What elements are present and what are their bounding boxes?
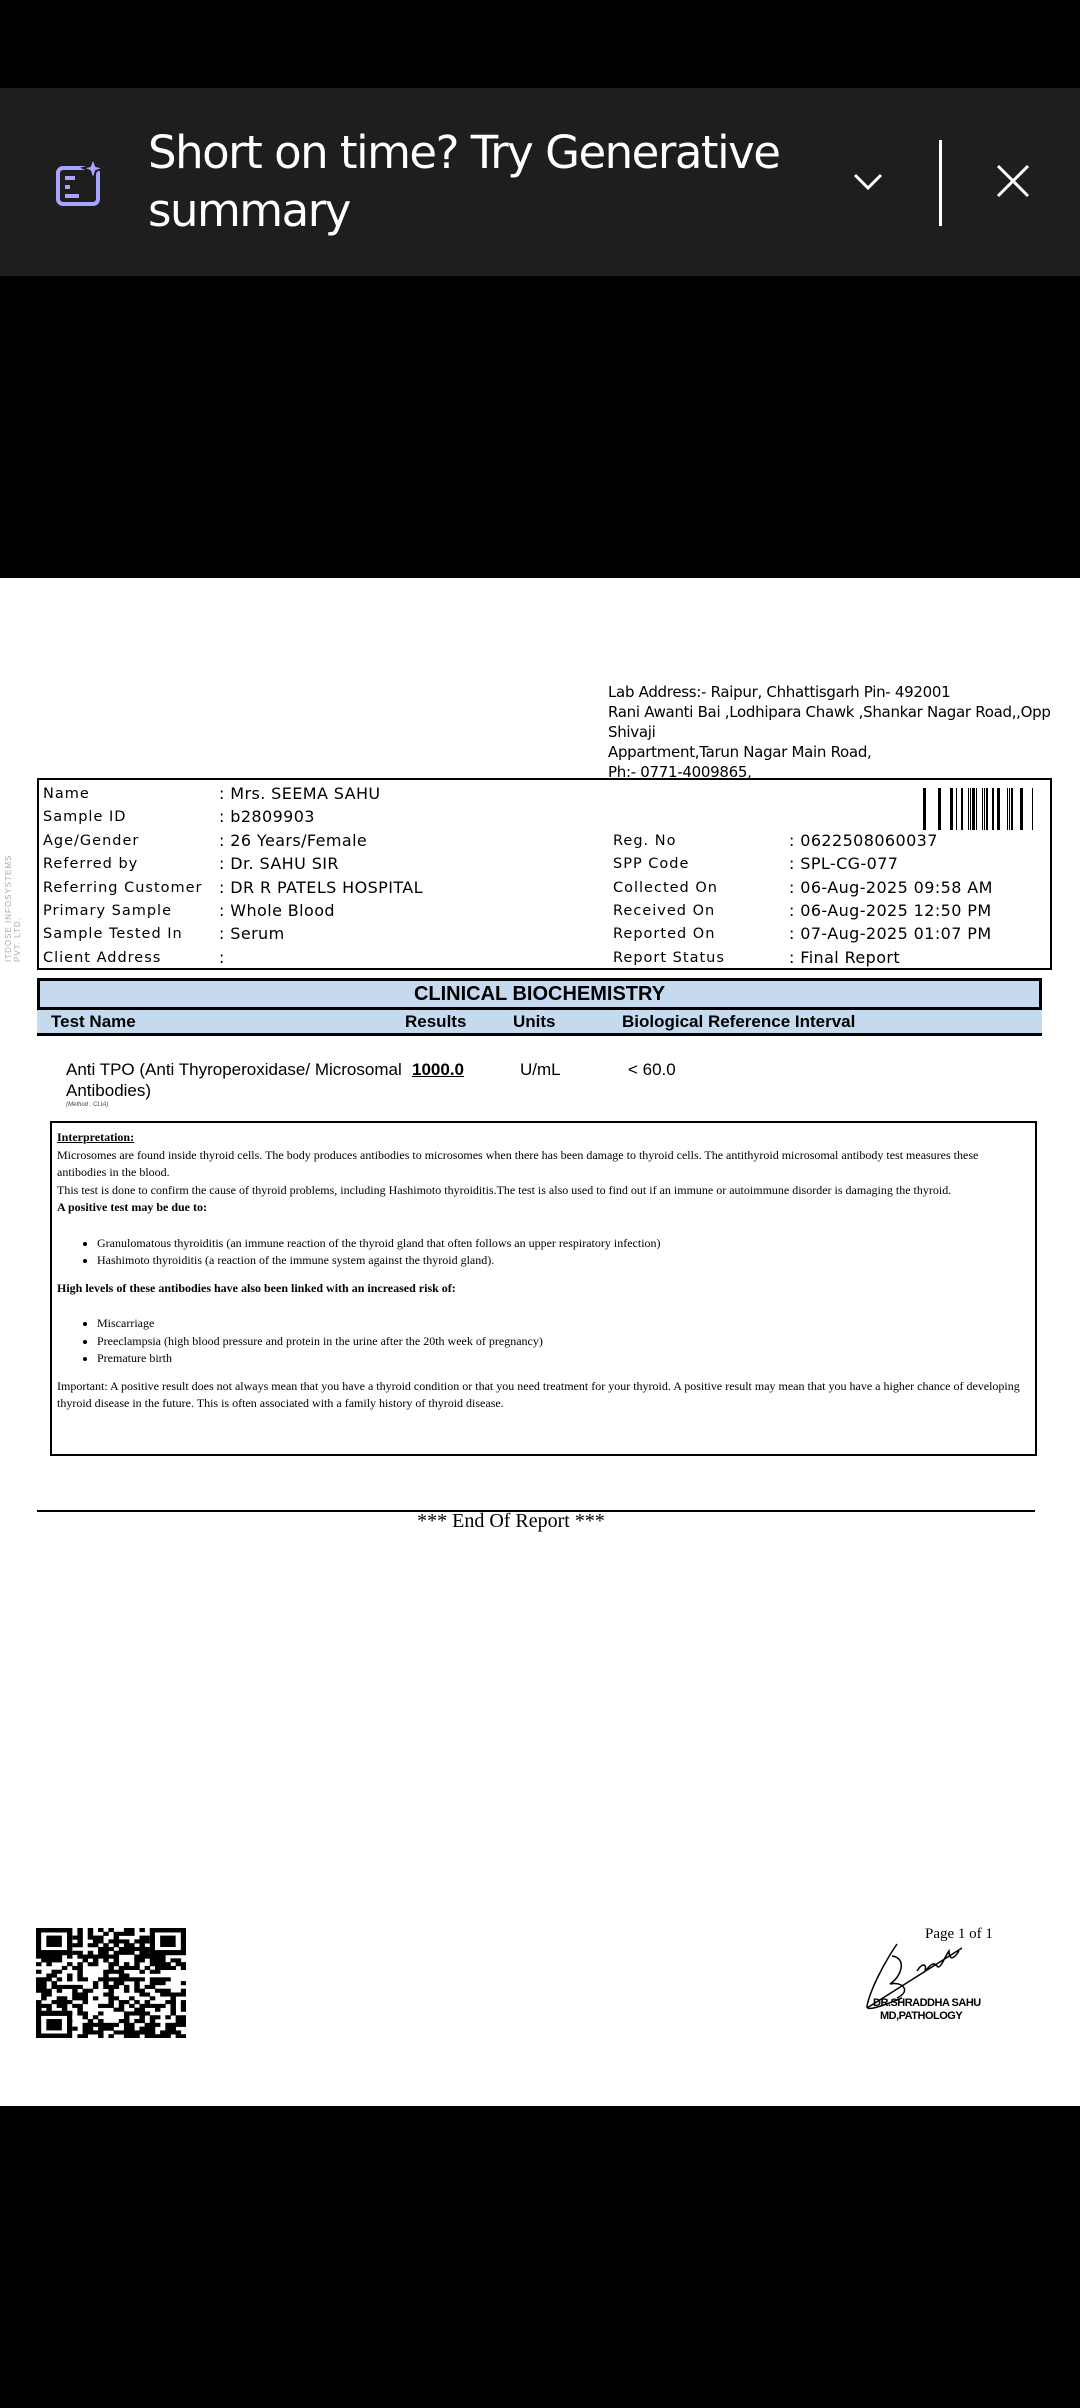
close-icon[interactable] [995, 163, 1031, 199]
section-title: CLINICAL BIOCHEMISTRY [37, 978, 1042, 1010]
table-header [37, 1010, 1042, 1036]
field-value: : Mrs. SEEMA SAHU [219, 784, 381, 803]
field-value: : Whole Blood [219, 901, 335, 920]
test-name-cont: Antibodies) [66, 1081, 152, 1100]
field-label: Collected On [613, 879, 718, 896]
divider [939, 140, 942, 226]
field-label: Name [43, 786, 90, 802]
field-value: : Serum [219, 924, 285, 944]
generative-summary-icon [55, 158, 105, 208]
barcode [923, 788, 1047, 830]
list-item: • Hashimoto thyroiditis (a reaction of the immune system against the thyroid gland). [97, 1252, 1030, 1270]
lab-address [608, 682, 1080, 782]
col-reference: Biological Reference Interval [622, 1012, 856, 1031]
field-label: Sample Tested In [43, 926, 183, 943]
interp-h2: High levels of these antibodies have also been linked with an increased risk of: [57, 1280, 456, 1295]
interpretation-box [50, 1121, 1037, 1456]
interp-title: Interpretation: [57, 1130, 135, 1144]
field-label: Client Address [43, 949, 162, 966]
doctor-degree: MD,PATHOLOGY [880, 2010, 963, 2022]
field-value: : 07-Aug-2025 01:07 PM [789, 924, 992, 944]
list-item: • Miscarriage [97, 1315, 1030, 1333]
field-value: : b2809903 [219, 807, 315, 827]
field-label: Primary Sample [43, 903, 173, 919]
interp-h1: A positive test may be due to: [57, 1200, 207, 1214]
page-number: Page 1 of 1 [925, 1926, 993, 1942]
banner-title: Short on time? Try Generative summary [148, 126, 780, 237]
field-value: : 26 Years/Female [219, 830, 368, 850]
lab-line: Lab Address:- Raipur, Chhattisgarh Pin- 492001 [608, 683, 951, 701]
col-test-name: Test Name [51, 1012, 136, 1031]
table-row [0, 1058, 1080, 1118]
watermark: ITDOSE INFOSYSTEMS PVT. LTD. [4, 854, 22, 962]
field-label: Sample ID [43, 809, 127, 826]
patient-info-box [37, 778, 1052, 970]
field-label: Reported On [613, 926, 716, 943]
list-item: • Granulomatous thyroiditis (an immune reaction of the thyroid gland that often follows an upper respiratory infection) [97, 1235, 1030, 1253]
test-result: 1000.0 [412, 1060, 464, 1079]
field-value: : 06-Aug-2025 12:50 PM [789, 901, 992, 920]
lab-line: Ph:- 0771-4009865, [608, 763, 752, 781]
field-label: Reg. No [613, 832, 677, 849]
report-page [0, 578, 1080, 2106]
field-label: Report Status [613, 949, 725, 966]
test-method: (Method : CLIA) [66, 1102, 109, 1108]
col-results: Results [405, 1012, 467, 1031]
interp-p1: Microsomes are found inside thyroid cells. The body produces antibodies to microsomes when there has been damage to thyroid cells. The antithyroid microsomal antibody test measures these antibodies in the blood. [57, 1147, 979, 1179]
col-units: Units [513, 1012, 556, 1031]
list-item: • Premature birth [97, 1350, 1030, 1368]
field-value: : Dr. SAHU SIR [219, 854, 339, 874]
interp-p3: Important: A positive result does not always mean that you have a thyroid condition or that you need treatment for your thyroid. A positive result may mean that you have a higher chance of developing thyroid disease in the future. This is often associated with a family history of thyroid disease. [57, 1378, 1020, 1410]
doctor-name: DR.SHRADDHA SAHU [873, 1997, 981, 2009]
field-label: Referred by [43, 856, 139, 873]
test-reference: < 60.0 [628, 1060, 676, 1079]
lab-line: Appartment,Tarun Nagar Main Road, [608, 743, 872, 761]
list-item: • Preeclampsia (high blood pressure and protein in the urine after the 20th week of pregnancy) [97, 1333, 1030, 1351]
field-value: : 0622508060037 [789, 830, 938, 850]
lab-line: Rani Awanti Bai ,Lodhipara Chawk ,Shankar Nagar Road,,Opp Shivaji [608, 703, 1051, 741]
test-units: U/mL [520, 1060, 561, 1079]
qr-code [36, 1928, 186, 2038]
field-value: : SPL-CG-077 [789, 854, 899, 874]
interp-p2: This test is done to confirm the cause of thyroid problems, including Hashimoto thyroiditis.The test is also used to find out if an immune or autoimmune disorder is damaging the thyroid. [57, 1182, 952, 1197]
field-label: Received On [613, 903, 716, 919]
field-label: SPP Code [613, 856, 690, 873]
generative-summary-banner[interactable] [0, 88, 1080, 276]
field-label: Referring Customer [43, 879, 203, 896]
field-value: : [219, 947, 225, 967]
field-label: Age/Gender [43, 832, 140, 849]
end-of-report: *** End Of Report *** [417, 1510, 605, 1532]
test-name: Anti TPO (Anti Thyroperoxidase/ Microsomal [66, 1060, 402, 1079]
field-value: : 06-Aug-2025 09:58 AM [789, 877, 993, 897]
field-value: : DR R PATELS HOSPITAL [219, 877, 423, 897]
chevron-down-icon[interactable] [852, 172, 884, 192]
field-value: : Final Report [789, 947, 901, 967]
